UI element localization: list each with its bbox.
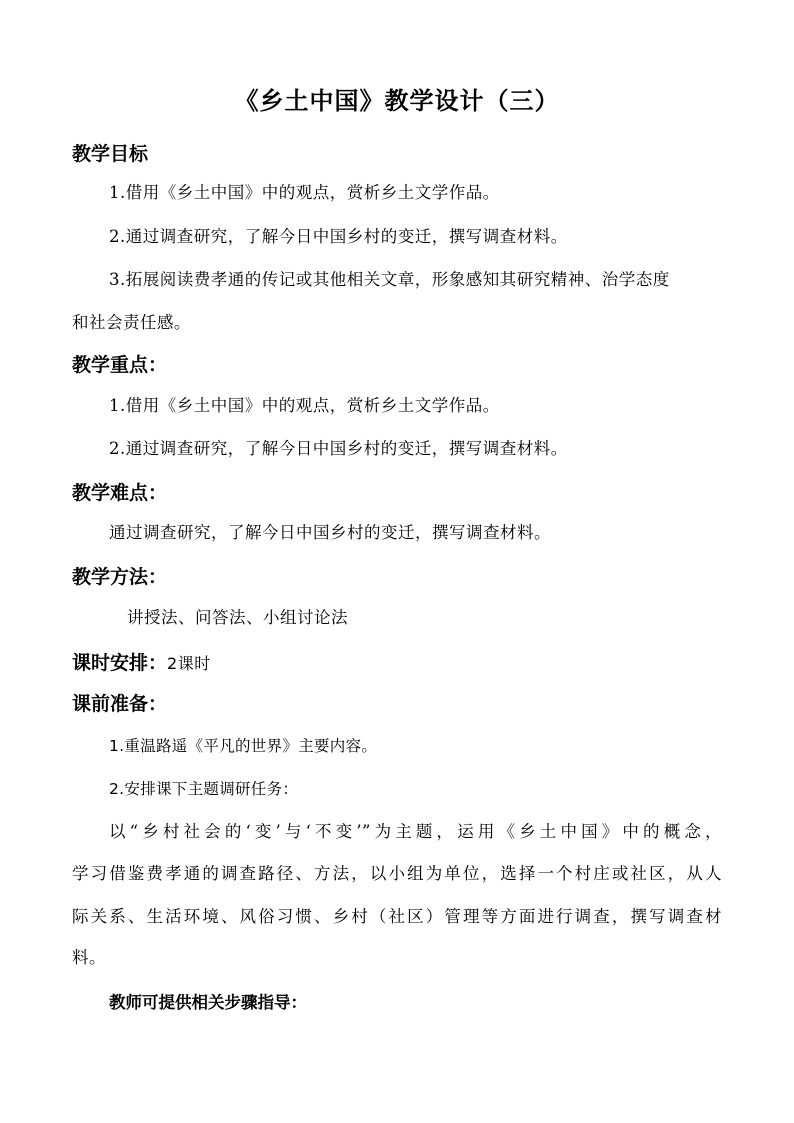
preparation-paragraph-line: 际关系、生活环境、风俗习惯、乡村（社区）管理等方面进行调查，撰写调查材 — [72, 907, 722, 926]
preparation-item: 1.重温路遥《平凡的世界》主要内容。 — [109, 737, 378, 755]
preparation-item: 2.安排课下主题调研任务： — [109, 780, 299, 798]
preparation-paragraph-line: 学习借鉴费孝通的调查路径、方法，以小组为单位，选择一个村庄或社区，从人 — [72, 864, 722, 883]
objective-item: 1.借用《乡土中国》中的观点，赏析乡土文学作品。 — [109, 183, 500, 202]
key-point-item: 2.通过调查研究，了解今日中国乡村的变迁，撰写调查材料。 — [109, 439, 568, 458]
preparation-heading: 课前准备： — [72, 693, 168, 715]
key-points-heading: 教学重点： — [72, 354, 168, 376]
key-point-item: 1.借用《乡土中国》中的观点，赏析乡土文学作品。 — [109, 396, 500, 415]
objective-item-continuation: 和社会责任感。 — [72, 313, 191, 332]
methods-heading: 教学方法： — [72, 566, 168, 588]
preparation-paragraph-line: 以“乡村社会的‘变’与‘不变’”为主题，运用《乡土中国》中的概念， — [109, 822, 722, 841]
schedule-heading: 课时安排： — [72, 652, 168, 674]
teacher-guide-text: 教师可提供相关步骤指导： — [109, 993, 307, 1012]
objective-item: 3.拓展阅读费孝通的传记或其他相关文章，形象感知其研究精神、治学态度 — [109, 270, 670, 289]
objective-item: 2.通过调查研究，了解今日中国乡村的变迁，撰写调查材料。 — [109, 227, 568, 246]
preparation-paragraph-line: 料。 — [72, 948, 106, 967]
difficulties-heading: 教学难点： — [72, 482, 168, 504]
schedule-line — [72, 654, 211, 673]
difficulties-text: 通过调查研究，了解今日中国乡村的变迁，撰写调查材料。 — [109, 523, 551, 542]
schedule-value: 2课时 — [167, 654, 211, 673]
page-title: 《乡土中国》教学设计（三） — [234, 87, 560, 115]
methods-text: 讲授法、问答法、小组讨论法 — [127, 608, 348, 627]
objectives-heading: 教学目标 — [72, 143, 149, 165]
